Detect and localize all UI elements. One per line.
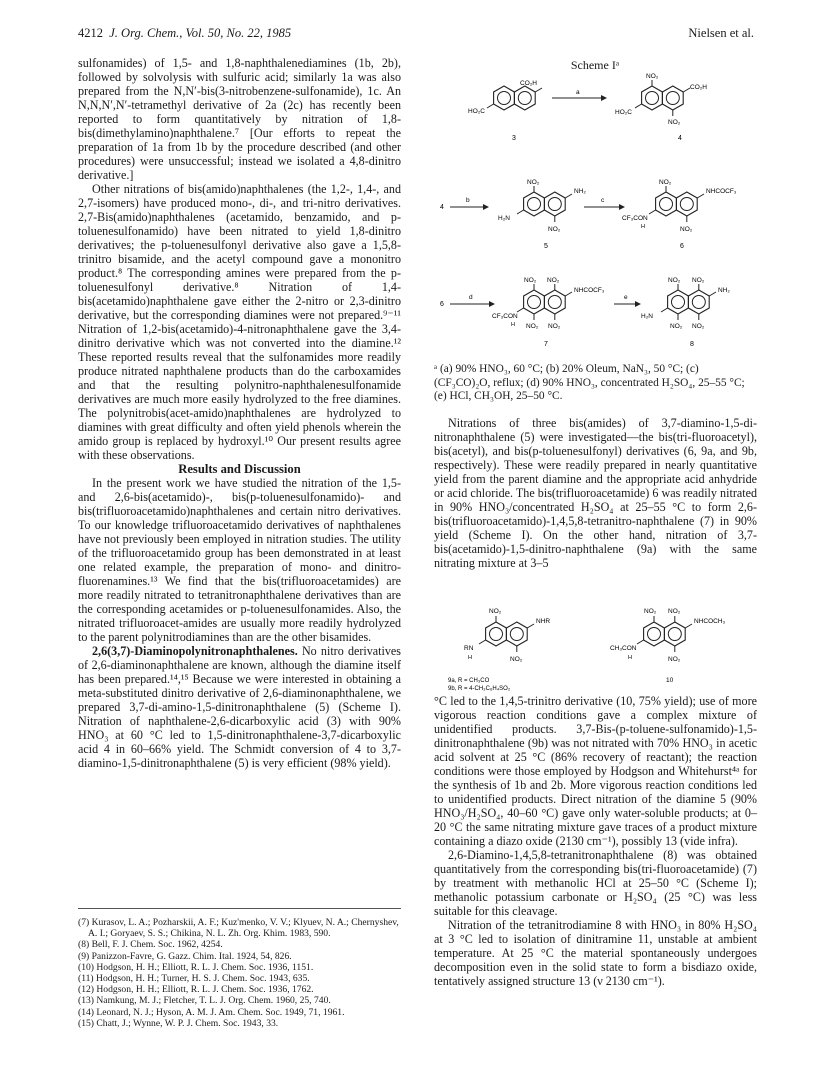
footnote: (11) Hodgson, H. H.; Turner, H. S. J. Chem. Soc. 1943, 635. (78, 973, 310, 985)
running-header (78, 26, 754, 44)
scheme-title: Scheme Iᵃ (570, 58, 620, 72)
footnote: (7) Kurasov, L. A.; Pozharskii, A. F.; Kuz'menko, V. V.; Klyuev, N. A.; Chernyshev, A. I.; Goryaev, S. S.; Chikina, N. L. Zh. Org. Khim. 1983, 590. (78, 917, 399, 940)
label-no2: NO₂ (646, 73, 659, 80)
page-number: 4212 (78, 26, 103, 40)
author-line: Nielsen et al. (688, 26, 754, 40)
label-ch3con: CH₃CON (610, 645, 637, 652)
reaction-scheme (434, 72, 757, 362)
footnote: (10) Hodgson, H. H.; Elliott, R. L. J. Chem. Soc. 1936, 1151. (78, 961, 314, 973)
compound-label-6-ref: 6 (440, 301, 444, 308)
step-label-d: d (469, 294, 473, 301)
footnote: (14) Leonard, N. J.; Hyson, A. M. J. Am. Chem. Soc. 1949, 71, 1961. (78, 1006, 345, 1018)
label-no2: NO₂ (547, 277, 560, 284)
label-no2: NO₂ (489, 608, 502, 615)
step-label-a: a (576, 89, 580, 96)
compound-5-structure (517, 186, 572, 222)
footnote: (8) Bell, F. J. Chem. Soc. 1962, 4254. (78, 939, 223, 951)
section-heading: Results and Discussion (178, 462, 301, 476)
label-no2: NO₂ (668, 119, 681, 126)
label-nh2: NH₂ (574, 188, 586, 195)
paragraph (78, 644, 401, 770)
label-ho2c: HO₂C (615, 109, 632, 116)
paragraph-text: No nitro derivatives of 2,6-diaminonaphthalene are known, although the diamine itself has been prepared.¹⁴,¹⁵ Because we were interested in obtaining a meta-substituted dinitro derivative of 2,6-diaminonaphthalene, we prepared 3,7-di-amino-1,5-dinitronaphthalene (5) (Scheme I). Nitration of naphthalene-2,6-dicarboxylic acid (3) with 90% HNO₃ at 60 °C led to 1,5-dinitronaphthalene-3,7-dicarboxylic acid 4 in 60–66% yield. The Schmidt conversion of 4 to 3,7-diamino-1,5-dinitronaphthalene (5) is very efficient (98% yield). (78, 644, 401, 770)
label-rn: RN (464, 645, 474, 652)
label-nh2: NH₂ (718, 287, 730, 294)
compound-label-5: 5 (544, 243, 548, 250)
label-h: H (468, 655, 472, 661)
compound-label-3: 3 (512, 135, 516, 142)
label-no2: NO₂ (668, 608, 681, 615)
footnote: (15) Chatt, J.; Wynne, W. P. J. Chem. Soc. 1943, 33. (78, 1017, 279, 1029)
footnote: (13) Namkung, M. J.; Fletcher, T. L. J. Org. Chem. 1960, 25, 740. (78, 995, 331, 1007)
structures-drawing (434, 604, 757, 692)
label-nhr: NHR (536, 618, 551, 625)
compound-label-10: 10 (666, 677, 674, 684)
compound-6-structure (649, 186, 704, 222)
label-no2: NO₂ (668, 277, 681, 284)
label-cf3con: CF₃CON (492, 313, 518, 320)
label-no2: NO₂ (526, 323, 539, 330)
label-no2: NO₂ (644, 608, 657, 615)
left-column (78, 56, 401, 770)
label-no2: NO₂ (527, 179, 540, 186)
label-no2: NO₂ (548, 226, 561, 233)
legend-9a: 9a, R = CH₃CO (448, 678, 490, 684)
scheme-drawing (434, 72, 757, 362)
compound-7-structure (517, 284, 572, 320)
paragraph: In the present work we have studied the nitration of the 1,5- and 2,6-bis(acetamido)-, bis(p-toluenesulfonamido)- and bis(trifluoroacetamido)naphthalenes and certain nitro derivatives. To our knowledge trifluoroacetamido derivatives of naphthalenes have not previously been employed in nitration studies. The utility of the trifluoroacetamido group has been demonstrated in at least one related example, the preparation of mono- and dinitro-fluorenamines.¹³ We find that the bis(trifluoroacetamides) are more readily nitrated to tetranitronaphthalene derivatives than are the corresponding acetamides or p-toluenesulfonamides. Also, the nitrated trifluoroacet-amides are usually more readily hydrolyzed to the parent polynitrodiamines than are the other bisamides. (78, 476, 401, 644)
label-no2: NO₂ (548, 323, 561, 330)
paragraph: 2,6-Diamino-1,4,5,8-tetranitronaphthalene (8) was obtained quantitatively from the corresponding bis(tri-fluoroacetamide) (7) by treatment with methanolic HCl at 25–50 °C (Scheme I); methanolic potassium carbonate or H₂SO₄ (25 °C) was less suitable for this cleavage. (434, 848, 757, 918)
label-nhcocf3: NHCOCF₃ (574, 287, 605, 294)
subheading: 2,6(3,7)-Diaminopolynitronaphthalenes. (92, 644, 298, 658)
label-co2h: CO₂H (690, 84, 707, 91)
step-label-e: e (624, 294, 628, 301)
compound-9-structure (479, 616, 534, 652)
label-no2: NO₂ (510, 656, 523, 663)
paragraph: °C led to the 1,4,5-trinitro derivative (10, 75% yield); use of more vigorous reaction conditions gave a complex mixture of unidentified products. 3,7-Bis-(p-toluene-sulfonamido)-1,5-dinitronaphthalene (9b) was not nitrated with 70% HNO₃ in acetic acid solvent at 25 °C (86% recovery of reactant); the reaction conditions were those employed by Hodgson and Whitehurst⁴ᵃ for the synthesis of 1b and 2b. More vigorous reaction conditions led to unidentified products. Direct nitration of the diamine 5 (90% HNO₃/H₂SO₄, 40–60 °C) gave only water-soluble products; at 0–20 °C the same nitrating mixture gave traces of a product mixture containing a diazo oxide (2130 cm⁻¹), possibly 13 (vide infra). (434, 694, 757, 848)
label-nhcoch3: NHCOCH₃ (694, 618, 726, 625)
step-label-b: b (466, 197, 470, 204)
compound-label-8: 8 (690, 341, 694, 348)
label-nhcocf3: NHCOCF₃ (706, 188, 737, 195)
label-no2: NO₂ (659, 179, 672, 186)
journal-citation: J. Org. Chem., Vol. 50, No. 22, 1985 (109, 26, 292, 40)
label-co2h: CO₂H (520, 80, 537, 87)
label-ho2c: HO₂C (468, 108, 485, 115)
label-cf3con: CF₃CON (622, 215, 648, 222)
label-h: H (641, 224, 645, 230)
compound-3-structure (487, 86, 542, 110)
compound-label-6: 6 (680, 243, 684, 250)
label-no2: NO₂ (692, 277, 705, 284)
right-column-upper (434, 416, 757, 570)
legend-9b: 9b, R = 4-CH₃C₆H₄SO₂ (448, 686, 511, 692)
label-no2: NO₂ (670, 323, 683, 330)
footnote: (9) Panizzon-Favre, G. Gazz. Chim. Ital. 1924, 54, 826. (78, 950, 292, 962)
label-no2: NO₂ (524, 277, 537, 284)
paragraph: Nitration of the tetranitrodiamine 8 with HNO₃ in 80% H₂SO₄ at 3 °C led to isolation of dinitramine 11, unstable at ambient temperature. At 25 °C the material spontaneously undergoes decomposition even in the solid state to form a bisdiazo oxide, tentatively assigned structure 13 (ν 2130 cm⁻¹). (434, 918, 757, 988)
label-no2: NO₂ (680, 226, 693, 233)
compound-label-7: 7 (544, 341, 548, 348)
right-column-lower (434, 694, 757, 988)
label-no2: NO₂ (692, 323, 705, 330)
compound-label-4-ref: 4 (440, 204, 444, 211)
footnotes (78, 908, 401, 1029)
label-h2n: H₂N (641, 313, 653, 320)
step-label-c: c (601, 197, 605, 204)
label-h: H (628, 655, 632, 661)
structures-9-10 (434, 604, 757, 692)
paragraph: Nitrations of three bis(amides) of 3,7-diamino-1,5-di-nitronaphthalene (5) were investigated—the bis(tri-fluoroacetyl), bis(acetyl), and bis(p-toluenesulfonyl) derivatives (6, 9a, and 9b, respectively). These were readily prepared in nearly quantitative yield from the parent diamine and the appropriate acid anhydride or acid chloride. The bis(trifluoroacetamide) 6 was readily nitrated in 90% HNO₃/concentrated H₂SO₄ at 25–55 °C to form 2,6-bis(trifluoroacetamido)-1,4,5,8-tetranitro-naphthalene (7) in 90% yield (Scheme I). On the other hand, nitration of 3,7-bis(acetamido)-1,5-dinitro-naphthalene (9a) with the same nitrating mixture at 3–5 (434, 416, 757, 570)
compound-4-structure (635, 80, 690, 116)
scheme-footnote: ᵃ (a) 90% HNO₃, 60 °C; (b) 20% Oleum, NaN₃, 50 °C; (c) (CF₃CO)₂O, reflux; (d) 90% HNO₃, concentrated H₂SO₄, 25–55 °C; (e) HCl, CH₃OH, 25–50 °C. (434, 363, 745, 402)
paragraph: sulfonamides) of 1,5- and 1,8-naphthalenediamines (1b, 2b), followed by solvolysis with sulfuric acid; similarly 1a was also prepared from the N,N′-bis(3-nitrobenzene-sulfonamide), 1c. An N,N,N′,N′-tetramethyl derivative of 2a (2c) has recently been reported to form quantitatively by nitration of 1,8-bis(dimethylamino)naphthalene.⁷ [Our efforts to repeat the preparation of 1a from 1b by the procedure described (and other procedures) were unsuccessful; instead we isolated a 4,8-dinitro derivative.] (78, 56, 401, 182)
paragraph: Other nitrations of bis(amido)naphthalenes (the 1,2-, 1,4-, and 2,7-isomers) have produced mono-, di-, and tri-nitro derivatives. 2,7-Bis(amido)naphthalenes (acetamido, benzamido, and p-toluenesulfonamido) have been nitrated to yield 1,8-dinitro derivatives; the p-toluenesulfonyl derivative also gave a 1,5,8-trinitro bisamide, and the acetyl compound gave a mononitro product.⁸ The corresponding amines were prepared from the p-toluenesulfonyl derivative.⁸ Nitration of 1,4-bis(acetamido)naphthalene gave either the 2-nitro or 2,3-dinitro derivative, but the corresponding diamines were not prepared.⁹⁻¹¹ Nitration of 1,2-bis(acetamido)-4-nitronaphthalene gave the 3,4-dinitro derivative which was not converted into the diamine.¹² These reported results reveal that the sulfonamides more readily produce nitrated naphthalene products than do the carboxamides and that the resulting polynitro-naphthalenesulfonamide derivatives are much more easily hydrolyzed to the free diamines. The polynitrobis(acet-amido)naphthalenes are hydrolyzed to diamines with great difficulty and often yield phenols wherein the amido group is replaced by hydroxyl.¹⁰ Our present results agree with these observations. (78, 182, 401, 462)
compound-10-structure (637, 616, 692, 652)
compound-8-structure (661, 284, 716, 320)
footnote: (12) Hodgson, H. H.; Elliott, R. L. J. Chem. Soc. 1936, 1762. (78, 984, 314, 996)
label-h2n: H₂N (498, 215, 510, 222)
compound-label-4: 4 (678, 135, 682, 142)
label-h: H (511, 322, 515, 328)
label-no2: NO₂ (668, 656, 681, 663)
